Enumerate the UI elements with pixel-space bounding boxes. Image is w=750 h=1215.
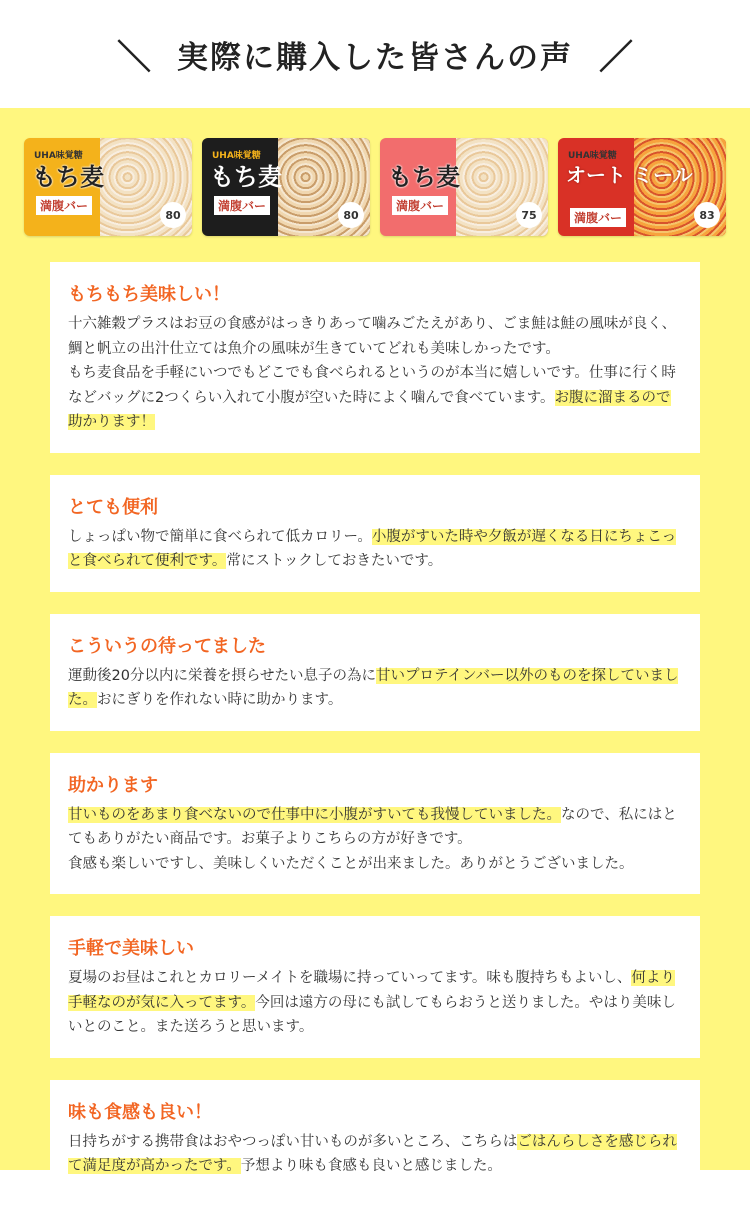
product-brand: UHA味覚糖 xyxy=(212,151,261,161)
product-sub: 満腹バー xyxy=(570,208,626,227)
right-slash-decoration: ／ xyxy=(599,37,633,78)
review-body xyxy=(68,312,680,435)
review-text: しょっぱい物で簡単に食べられて低カロリー。 xyxy=(68,528,372,545)
product-sub: 満腹バー xyxy=(392,196,448,215)
review-highlight: 甘いプロテインバー以外のものを探していました。 xyxy=(68,667,679,708)
review-text: 運動後20分以内に栄養を摂らせたい息子の為に xyxy=(68,667,377,684)
product-package-1 xyxy=(24,138,192,236)
product-name: もち麦 xyxy=(210,163,282,191)
review-text: なので、私にはとてもありがたい商品です。お菓子よりこちらの方が好きです。 xyxy=(68,806,677,847)
product-sub: 満腹バー xyxy=(214,196,270,215)
product-package-3 xyxy=(380,138,548,236)
review-title: とても便利 xyxy=(68,496,158,518)
product-name: もち麦 xyxy=(32,163,104,191)
product-name: オート ミール xyxy=(566,163,693,187)
review-text: もち麦食品を手軽にいつでもどこでも食べられるというのが本当に嬉しいです。仕事に行く時などバッグに2つくらい入れて小腹が空いた時によく噛んで食べています。 xyxy=(68,365,676,406)
review-highlight: 小腹がすいた時や夕飯が遅くなる日にちょこっと食べられて便利です。 xyxy=(68,528,677,569)
product-sub: 満腹バー xyxy=(36,196,92,215)
review-text: 食感も楽しいですし、美味しくいただくことが出来ました。ありがとうございました。 xyxy=(68,855,634,872)
review-text: おにぎりを作れない時に助かります。 xyxy=(97,692,343,708)
review-highlight: お腹に溜まるので助かります！ xyxy=(68,389,671,430)
review-body xyxy=(68,803,680,877)
product-brand: UHA味覚糖 xyxy=(34,151,83,161)
review-text: 夏場のお昼はこれとカロリーメイトを職場に持っていってます。味も腹持ちもよいし、 xyxy=(68,970,632,986)
product-package-2 xyxy=(202,138,370,236)
review-title: もちもち美味しい！ xyxy=(68,284,230,305)
review-body xyxy=(68,1130,680,1179)
review-card xyxy=(50,753,700,895)
review-body xyxy=(68,966,680,1040)
review-card xyxy=(50,916,700,1058)
review-highlight: ごはんらしさを感じられて満足度が高かったです。 xyxy=(68,1133,677,1174)
review-title: 助かります xyxy=(68,774,158,796)
review-body xyxy=(68,664,680,713)
product-package-4 xyxy=(558,138,726,236)
kcal-badge: 80 xyxy=(338,202,364,228)
review-card xyxy=(50,475,700,592)
review-text: 今回は遠方の母にも試してもらおうと送りました。やはり美味しいとのこと。また送ろうと思います。 xyxy=(68,994,676,1035)
review-highlight: 何より手軽なのが気に入ってます。 xyxy=(68,970,675,1011)
review-title: 味も食感も良い！ xyxy=(68,1101,212,1123)
review-body xyxy=(68,525,680,574)
review-card xyxy=(50,614,700,731)
product-name: もち麦 xyxy=(388,163,460,191)
kcal-badge: 75 xyxy=(516,202,542,228)
review-text: 十六雑穀プラスはお豆の食感がはっきりあって噛みごたえがあり、ごま鮭は鮭の風味が良く、鯛と帆立の出汁仕立ては魚介の風味が生きていてどれも美味しかったです。 xyxy=(68,316,677,357)
review-text: 日持ちがする携帯食はおやつっぽい甘いものが多いところ、こちらは xyxy=(68,1133,518,1150)
product-brand: UHA味覚糖 xyxy=(568,151,617,161)
review-highlight: 甘いものをあまり食べないので仕事中に小腹がすいても我慢していました。 xyxy=(68,806,561,823)
review-card xyxy=(50,1080,700,1197)
reviews-section xyxy=(0,108,750,1174)
review-text: 常にストックしておきたいです。 xyxy=(226,553,443,569)
left-slash-decoration: ＼ xyxy=(117,37,151,78)
review-card xyxy=(50,262,700,453)
kcal-badge: 80 xyxy=(160,202,186,228)
page-title: 実際に購入した皆さんの声 xyxy=(177,39,573,76)
review-text: 予想より味も食感も良いと感じました。 xyxy=(240,1158,502,1174)
product-row xyxy=(24,138,726,236)
page-header xyxy=(0,0,750,108)
review-title: 手軽で美味しい xyxy=(68,938,194,959)
kcal-badge: 83 xyxy=(694,202,720,228)
review-title: こういうの待ってました xyxy=(68,635,266,657)
